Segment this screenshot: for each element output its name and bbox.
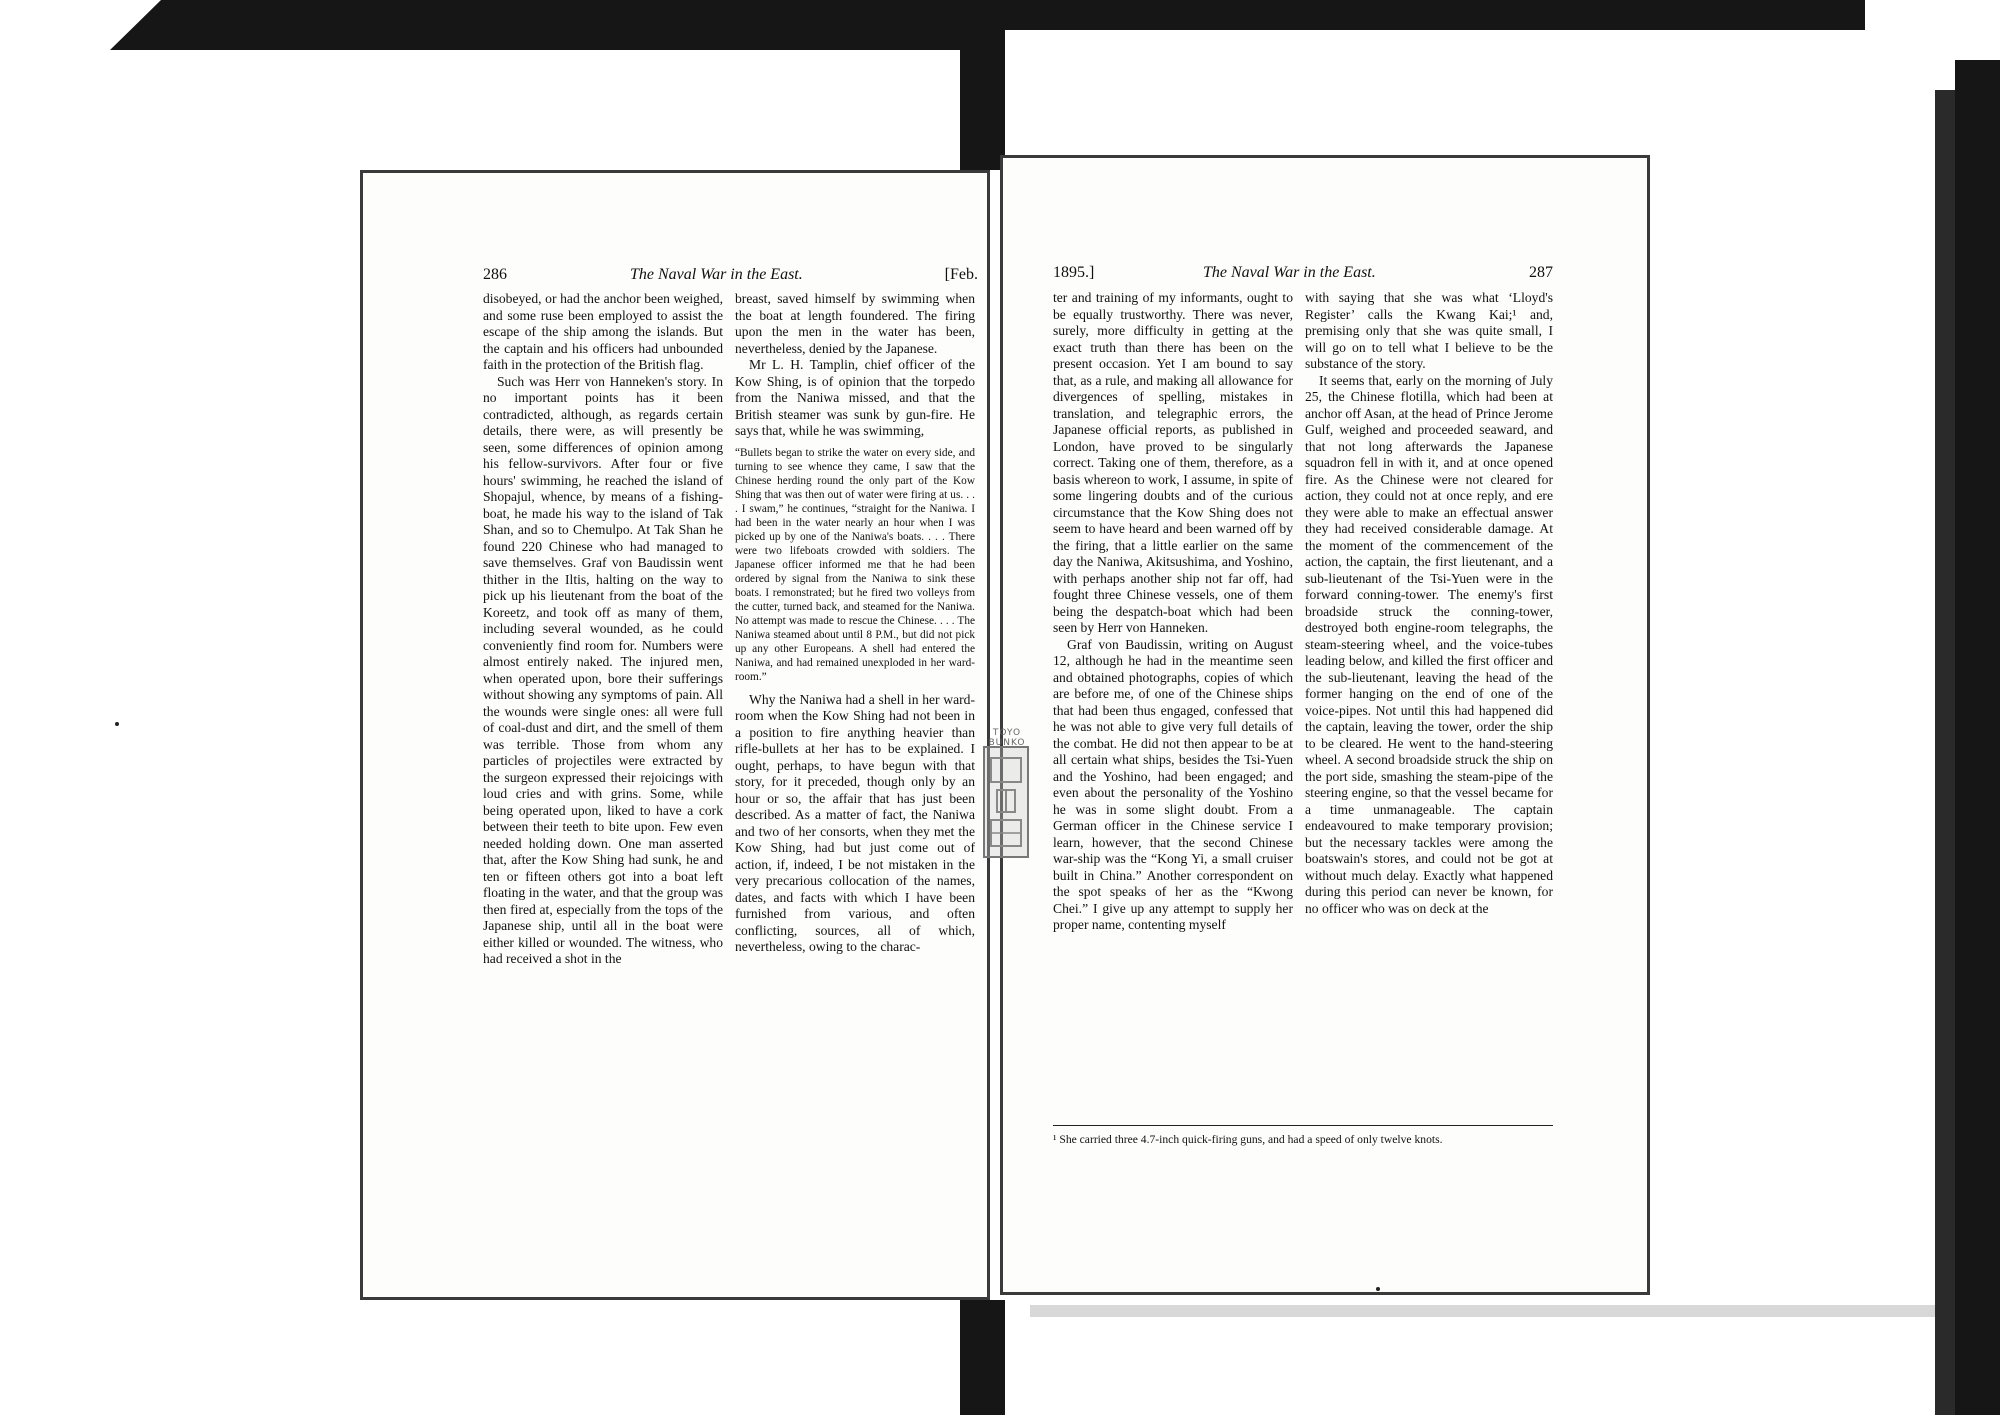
paragraph: ter and training of my informants, ought to be equally trustworthy. There was never, surely, more difficulty in getting at the exact truth than there has been on the present occasion. Yet I am bound to say that, as a rule, and making all allowance for divergences of spelling, mistakes in translation, and telegraphic errors, the Japanese official reports, as published in London, have proved to be singularly correct. Taking one of them, therefore, as a basis whereon to work, I assume, in spite of some lingering doubts and of the curious circumstance that the Kow Shing does not seem to have heard and been warned off by the firing, that a little earlier on the same day the Naniwa, Akitsushima, and Yoshino, with perhaps another ship not far off, had fought three Chinese vessels, one of them being the despatch-boat which had been seen by Herr von Hanneken. [1053,290,1293,635]
stamp-glyph-icon [985,748,1027,856]
footnote-rule [1053,1125,1553,1126]
text-column-1 [1053,290,1293,934]
text-column-2 [1305,290,1553,917]
library-stamp-image [983,746,1029,858]
lower-cover-edge [1030,1305,1935,1317]
running-title: The Naval War in the East. [1203,264,1376,281]
back-cover-right [1955,60,2000,1415]
text-column-2 [735,291,975,956]
right-page [1000,155,1650,1295]
speck [115,722,119,726]
paragraph: disobeyed, or had the anchor been weighed, and some ruse been employed to assist the escape of the ship among the islands. But the captain and his officers had unbounded faith in the protection of the British flag. [483,291,723,372]
paragraph: Graf von Baudissin, writing on August 12, although he had in the meantime seen and obtained photographs, copies of which are before me, of one of the Chinese ships that had been thus engaged, confessed that he was not able to give very full details of the combat. He did not then appear to be at all certain what ships, besides the Tsi-Yuen and the Yoshino, had been engaged; and even about the personality of the Yoshino he was in some slight doubt. From a German officer in the Chinese service I learn, however, that the second Chinese war-ship was the “Kong Yi, a small cruiser built in China.” Another correspondent on the spot speaks of her as the “Kwong Chei.” I give up any attempt to supply her proper name, contenting myself [1053,636,1293,932]
paragraph: breast, saved himself by swimming when the boat at length foundered. The firing upon the men in the water has been, nevertheless, denied by the Japanese. [735,291,975,356]
running-title: The Naval War in the East. [630,266,803,283]
text-column-1 [483,291,723,968]
back-cover-edge [1935,90,1955,1415]
paragraph: Mr L. H. Tamplin, chief officer of the Kow Shing, is of opinion that the torpedo from the Naniwa missed, and that the British steamer was sunk by gun-fire. He says that, while he was swimming, [735,357,975,438]
page-number: 286 [483,266,507,283]
spine-band [960,0,1005,170]
footnote: ¹ She carried three 4.7-inch quick-firing guns, and had a speed of only twelve knots. [1053,1133,1443,1146]
speck [1376,1287,1380,1291]
left-page [360,170,990,1300]
book-cover-left [110,0,960,50]
page-number: 287 [1529,264,1553,281]
block-quote: “Bullets began to strike the water on every side, and turning to see whence they came, I saw that the Chinese herding round the only part of the Kow Shing that was then out of water were firing at us. . . . I swam,” he continues, “straight for the Naniwa. I had been in the water nearly an hour when I was picked up by one of the Naniwa's boats. . . . There were two lifeboats crowded with soldiers. The Japanese officer informed me that he had been ordered by signal from the Naniwa to sink these boats. I remonstrated; but he fired two volleys from the cutter, turned back, and steamed for the Naniwa. No attempt was made to rescue the Chinese. . . . The Naniwa steamed about until 8 P.M., but did not pick up any other Europeans. A shell had entered the Naniwa, and had remained unexploded in her ward-room.” [735,446,975,683]
paragraph: It seems that, early on the morning of July 25, the Chinese flotilla, which had been at anchor off Asan, at the head of Prince Jerome Gulf, weighed and proceeded seaward, and that not long afterwards the Japanese squadron fell in with it, and at once opened fire. As the Chinese were not cleared for action, they could not at once reply, and ere they were able to make an effectual answer they had received considerable damage. At the moment of the commencement of the action, the captain, the first lieutenant, and a sub-lieutenant of the Tsi-Yuen were in the forward conning-tower. The enemy's first broadside struck the conning-tower, destroyed both engine-room telegraphs, the steam-steering wheel, and the voice-tubes leading below, and killed the first officer and the sub-lieutenant, leaving the head of the former hanging on the end of one of the voice-pipes. Not until this had happened did the captain, leaving the tower, order the ship to be cleared. He went to the hand-steering wheel. A second broadside struck the ship on the port side, smashing the steam-pipe of the steering engine, so that the vessel became for a time unmanageable. The captain endeavoured to make temporary provision; but the necessary tackles were among the boatswain's stores, and could not be got at without much delay. Exactly what happened during this period can never be known, for no officer who was on deck at the [1305,372,1553,916]
book-cover-right [1005,0,1865,30]
paragraph: Such was Herr von Hanneken's story. In no important points has it been contradicted, although, as regards certain details, there were, as will presently be seen, some differences of opinion among his fellow-survivors. After four or five hours' swimming, he reached the island of Shopajul, whence, by means of a fishing-boat, he made his way to the island of Tak Shan, and so to Chemulpo. At Tak Shan he found 220 Chinese who had managed to save themselves. Graf von Baudissin went thither in the Iltis, halting on the way to pick up his lieutenant from the boat of the Koreetz, and took off as many of them, including several wounded, as he could conveniently find room for. Numbers were almost entirely naked. The injured men, when operated upon, bore their sufferings without showing any symptoms of pain. All the wounds were single ones: all were full of coal-dust and dirt, and the smell of them was terrible. Those from whom any particles of projectiles were extracted by the surgeon expressed their rejoicings with loud cries and with grins. Some, while being operated upon, liked to have a cork between their teeth to bite upon. Few even needed holding down. One man asserted that, after the Kow Shing had sunk, he and ten or fifteen others got into a boat left floating in the water, and that the group was then fired at, especially from the tops of the Japanese ship, until all in the boat were either killed or wounded. The witness, who had received a shot in the [483,373,723,966]
header-month: [Feb. [944,266,978,283]
paragraph: with saying that she was what ‘Lloyd's Register’ calls the Kwang Kai;¹ and, premising only that she was quite small, I will go on to tell what I believe to be the substance of the story. [1305,290,1553,371]
library-watermark: TOYO BUNKO [988,728,1026,748]
header-year: 1895.] [1053,264,1095,281]
spine-band-bottom [960,1300,1005,1415]
paragraph: Why the Naniwa had a shell in her ward-room when the Kow Shing had not been in a position to fire anything heavier than rifle-bullets at her has to be explained. I ought, perhaps, to have begun with that story, for it preceded, though only by an hour or so, the affair that has just been described. As a matter of fact, the Naniwa and two of her consorts, when they met the Kow Shing, had but just come out of action, if, indeed, I be not mistaken in the very precarious collocation of the names, dates, and facts with which I have been furnished from various, and often conflicting, sources, all of which, nevertheless, owing to the charac- [735,691,975,954]
